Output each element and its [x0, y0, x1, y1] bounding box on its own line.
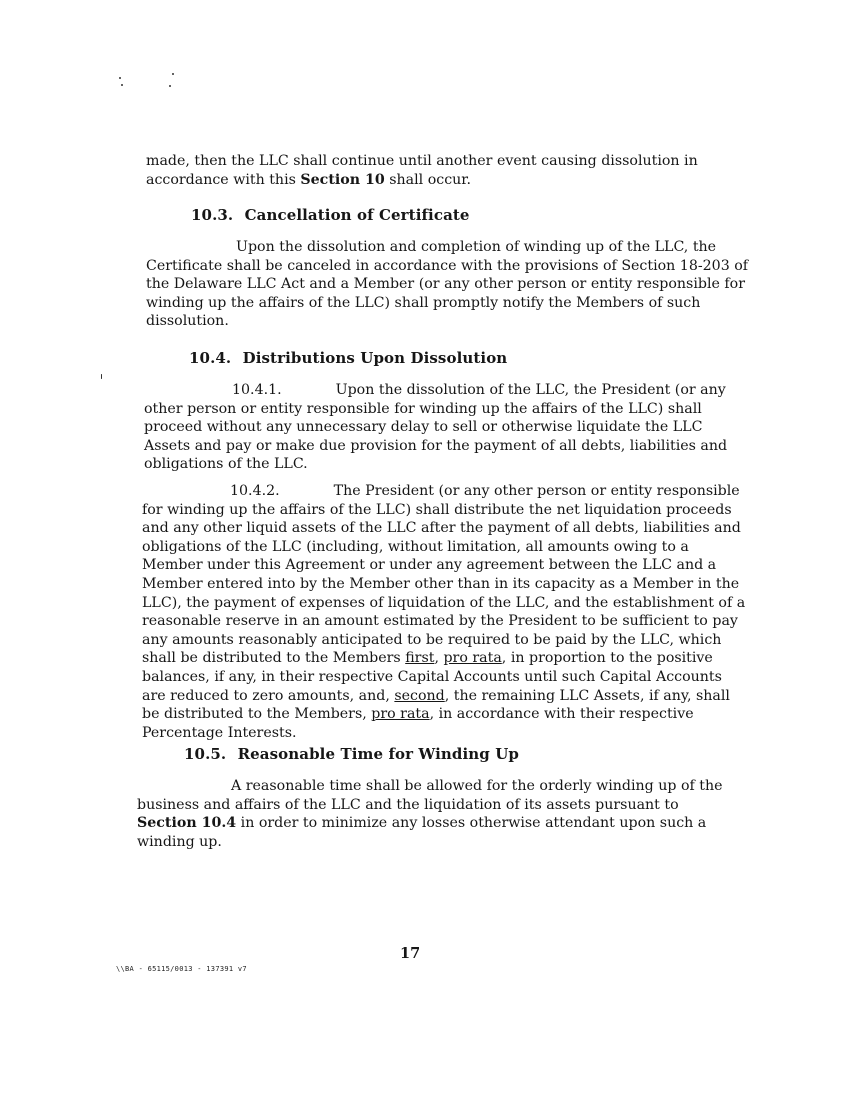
section-10-3-body	[146, 238, 748, 331]
text-line: other person or entity responsible for winding up the affairs of the LLC) shall	[144, 400, 702, 417]
text-line: Upon the dissolution of the LLC, the President (or any	[335, 382, 726, 398]
section-title: Reasonable Time for Winding Up	[237, 745, 519, 763]
text-line: LLC), the payment of expenses of liquidation of the LLC, and the establishment of a	[142, 594, 746, 611]
text-line: made, then the LLC shall continue until another event causing dissolution in	[146, 153, 698, 169]
text-line: obligations of the LLC (including, without limitation, all amounts owing to a	[142, 538, 689, 555]
page-number: 17	[400, 945, 421, 962]
section-10-4-2-body	[142, 482, 745, 742]
text-line: are reduced to zero amounts, and,	[142, 687, 395, 704]
section-number: 10.5.	[184, 745, 227, 763]
section-title: Distributions Upon Dissolution	[242, 349, 508, 367]
text-line: proceed without any unnecessary delay to sell or otherwise liquidate the LLC	[144, 419, 703, 436]
section-reference: Section 10.4	[137, 815, 237, 832]
text-line: , in proportion to the positive	[501, 650, 713, 667]
section-10-5-body	[137, 777, 723, 851]
text-line: , the remaining LLC Assets, if any, shall	[444, 687, 730, 704]
text-line: ,	[434, 650, 444, 667]
subsection-number: 10.4.1.	[232, 382, 282, 398]
text-line: business and affairs of the LLC and the liquidation of its assets pursuant to	[137, 796, 679, 813]
text-line: Assets and pay or make due provision for the payment of all debts, liabilities and	[144, 437, 728, 454]
underlined-term: pro rata	[443, 650, 502, 667]
section-10-4-1-body	[144, 381, 727, 474]
text-line: in order to minimize any losses otherwise attendant upon such a	[236, 815, 707, 832]
text-line: A reasonable time shall be allowed for the orderly winding up of the	[231, 778, 723, 794]
section-10-5-heading	[184, 745, 519, 763]
subsection-number: 10.4.2.	[230, 483, 280, 499]
text-line: Member under this Agreement or under any agreement between the LLC and a	[142, 557, 717, 574]
underlined-term: first	[405, 650, 435, 667]
text-line: shall occur.	[384, 171, 472, 188]
text-line: Upon the dissolution and completion of winding up of the LLC, the	[236, 239, 717, 255]
text-line: reasonable reserve in an amount estimated by the President to be sufficient to pay	[142, 613, 738, 630]
section-reference: Section 10	[300, 171, 385, 188]
section-number: 10.3.	[191, 206, 234, 224]
text-line: , in accordance with their respective	[429, 706, 694, 723]
text-line: obligations of the LLC.	[144, 456, 308, 473]
section-number: 10.4.	[189, 349, 232, 367]
text-line: shall be distributed to the Members	[142, 650, 406, 667]
section-10-3-heading	[191, 206, 470, 224]
text-line: any amounts reasonably anticipated to be required to be paid by the LLC, which	[142, 631, 722, 648]
text-line: balances, if any, in their respective Capital Accounts until such Capital Accounts	[142, 668, 722, 685]
text-line: dissolution.	[146, 313, 229, 330]
text-line: The President (or any other person or entity responsible	[333, 483, 740, 499]
section-title: Cancellation of Certificate	[244, 206, 470, 224]
document-id: \\BA - 65115/0013 - 137391 v7	[116, 965, 247, 973]
text-line: accordance with this	[146, 171, 301, 188]
section-10-4-heading	[189, 349, 507, 367]
text-line: the Delaware LLC Act and a Member (or any other person or entity responsible for	[146, 276, 745, 293]
continuation-paragraph	[146, 152, 698, 189]
underlined-term: second	[394, 687, 445, 704]
text-line: winding up.	[137, 833, 222, 850]
text-line: winding up the affairs of the LLC) shall promptly notify the Members of such	[146, 294, 701, 311]
text-line: and any other liquid assets of the LLC after the payment of all debts, liabilities and	[142, 520, 741, 537]
text-line: Member entered into by the Member other than in its capacity as a Member in the	[142, 575, 740, 592]
text-line: Certificate shall be canceled in accordance with the provisions of Section 18-203 of	[146, 257, 749, 274]
underlined-term: pro rata	[371, 706, 430, 723]
text-line: be distributed to the Members,	[142, 706, 372, 723]
text-line: for winding up the affairs of the LLC) shall distribute the net liquidation proceeds	[142, 501, 732, 518]
text-line: Percentage Interests.	[142, 724, 297, 741]
